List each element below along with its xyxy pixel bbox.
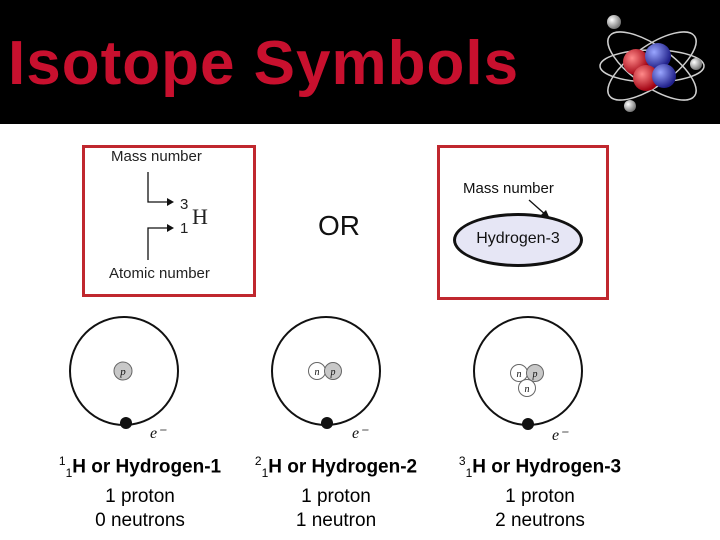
isotope-name-2: or Hydrogen-2 bbox=[287, 456, 418, 478]
mass-number-value: 3 bbox=[180, 196, 189, 213]
electron bbox=[120, 417, 132, 429]
mass-number-label: Mass number bbox=[111, 148, 202, 165]
svg-text:n: n bbox=[524, 384, 530, 395]
hydrogen-3-diagram bbox=[466, 316, 596, 446]
svg-text:n: n bbox=[314, 367, 320, 378]
proton-count-2: 1 proton bbox=[301, 486, 371, 508]
slide-title: Isotope Symbols bbox=[8, 29, 520, 98]
svg-text:n: n bbox=[516, 369, 522, 380]
hydrogen-1-diagram bbox=[62, 316, 192, 446]
proton-count-3: 1 proton bbox=[505, 486, 575, 508]
svg-text:p: p bbox=[330, 367, 336, 378]
electron bbox=[522, 418, 534, 430]
isotope-name: Hydrogen-3 bbox=[476, 230, 560, 247]
or-separator: OR bbox=[318, 210, 360, 241]
isotope-caption-3: $^3_1$H or Hydrogen-3 1 proton 2 neutrons bbox=[440, 449, 640, 533]
neutron-count-2: 1 neutron bbox=[295, 510, 377, 532]
mass-number-label-2: Mass number bbox=[463, 180, 554, 197]
svg-text:p: p bbox=[532, 369, 538, 380]
svg-text:e⁻: e⁻ bbox=[552, 427, 568, 444]
element-symbol: H bbox=[192, 204, 208, 229]
proton-count-1: 1 proton bbox=[105, 486, 175, 508]
atomic-number-value: 1 bbox=[180, 220, 189, 237]
isotope-caption-2: $^2_1$H or Hydrogen-2 1 proton 1 neutron bbox=[236, 449, 436, 533]
isotope-name-3: or Hydrogen-3 bbox=[491, 456, 622, 478]
electron bbox=[321, 417, 333, 429]
neutron-count-1: 0 neutrons bbox=[95, 510, 185, 532]
hydrogen-2-diagram bbox=[264, 316, 394, 446]
svg-text:p: p bbox=[120, 366, 126, 378]
neutron-count-3: 2 neutrons bbox=[495, 510, 585, 532]
svg-text:e⁻: e⁻ bbox=[352, 425, 368, 442]
atom-logo-icon bbox=[592, 4, 712, 120]
isotope-name-1: or Hydrogen-1 bbox=[91, 456, 222, 478]
pointer-arrows bbox=[140, 168, 180, 268]
isotope-caption-1: $^1_1$H or Hydrogen-1 1 proton 0 neutrons bbox=[40, 449, 240, 533]
svg-text:e⁻: e⁻ bbox=[150, 425, 166, 442]
atomic-number-label: Atomic number bbox=[109, 265, 210, 282]
